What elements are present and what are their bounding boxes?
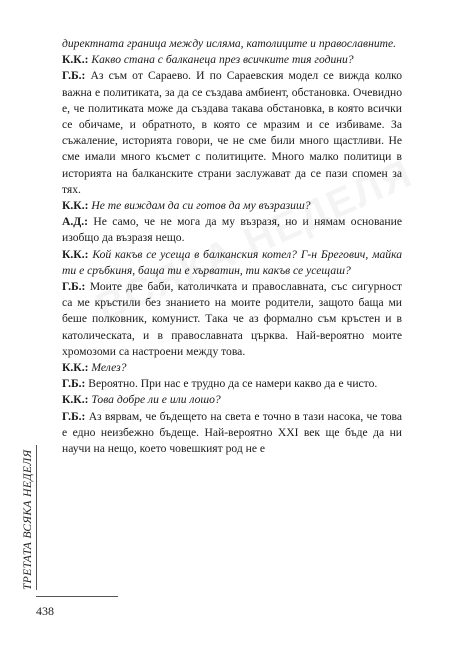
paragraph-text: директната граница между исляма, католиците и православните. [62, 37, 397, 50]
speaker-label: К.К.: [62, 393, 89, 407]
side-rule [36, 445, 37, 590]
paragraph-text: Кой какъв се усеща в балканския котел? Г-н Брегович, майка ти е сръбкиня, баща ти е хърватин, ти какъв се усещаш? [62, 247, 403, 277]
paragraph-text: Не само, че не мога да му възразя, но и нямам основание изобщо да възразя нещо. [62, 215, 402, 245]
paragraph-text: Вероятно. При нас е трудно да се намери какво да е чисто. [88, 377, 378, 391]
speaker-label: Г.Б.: [62, 69, 86, 83]
speaker-label: Г.Б.: [62, 409, 86, 423]
speaker-label: К.К.: [62, 247, 89, 261]
paragraph [62, 392, 402, 408]
running-title: ТРЕТАТА ВСЯКА НЕДЕЛЯ [22, 449, 34, 590]
speaker-label: К.К.: [62, 361, 89, 375]
paragraph-text: Аз вярвам, че бъдещето на света е точно в тази насока, че това е едно неизбежно бъдеще. Най-вероятно XXI век ще бъде да ни научи на нещо, което човешкият род не е [62, 409, 402, 456]
paragraph-text: Това добре ли е или лошо? [91, 393, 221, 407]
paragraph-text: Не те виждам да си готов да му възразиш? [91, 199, 311, 213]
speaker-label: К.К.: [62, 199, 89, 213]
paragraph-text: Аз съм от Сараево. И по Сараевския модел се вижда колко важна е политиката, за да се създава амбиент, обстановка. Очевидно е, че политиката може да създава такава обстановка, в която всички се обичаме, и обратното, в която се мразим и се избиваме. За съжаление, историята говори, че не сме били много щастливи. Не сме имали много късмет с политиците. Много малко политици в историята на балканските страни заслужават да се пази спомен за тях. [62, 69, 403, 196]
speaker-label: А.Д.: [62, 215, 89, 229]
paragraph [62, 376, 402, 392]
paragraph-text: Мелез? [91, 361, 127, 375]
paragraph [62, 409, 402, 458]
paragraph [62, 36, 402, 52]
footer-rule [36, 596, 118, 597]
page-number: 438 [36, 604, 54, 618]
paragraph [62, 360, 402, 376]
interview-text [62, 36, 402, 457]
paragraph [62, 52, 402, 68]
speaker-label: Г.Б.: [62, 377, 86, 391]
paragraph-text: Моите две баби, католичката и православната, със сигурност са ме кръстили без знанието на моите родители, защото баща ми беше полковник, комунист. Така че аз формално съм кръстен и в католическата, и в православната църква. Най-вероятно моите хромозоми са настроени между това. [62, 280, 402, 358]
paragraph [62, 247, 402, 279]
paragraph [62, 214, 402, 246]
paragraph [62, 68, 402, 198]
paragraph [62, 279, 402, 360]
paragraph [62, 198, 402, 214]
paragraph-text: Какво стана с балканеца през всичките тия години? [91, 53, 354, 67]
speaker-label: Г.Б.: [62, 280, 86, 294]
speaker-label: К.К.: [62, 53, 89, 67]
